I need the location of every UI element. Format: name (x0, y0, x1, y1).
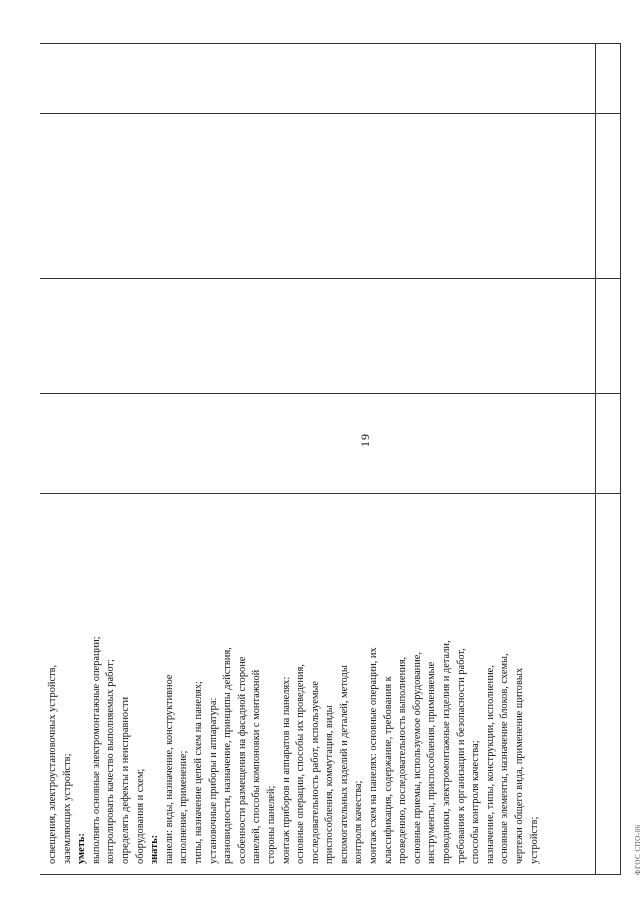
table-frame (40, 43, 621, 875)
column-divider (40, 393, 620, 394)
text-line: основные приемы, используемое оборудование, (411, 651, 423, 864)
text-line: приспособления, коммутация, виды (324, 705, 336, 864)
text-line: монтаж приборов и аппаратов на панелях: (280, 676, 292, 864)
text-line: панели: виды, назначение, конструктивное (163, 674, 175, 864)
text-line: требования к организации и безопасности работ, (455, 648, 467, 864)
competency-text-cell (46, 504, 542, 864)
text-line: установочные приборы и аппаратура: (207, 697, 219, 864)
text-line: освещения, электроустановочных устройств, (47, 664, 58, 864)
text-line: оборудования и схем; (134, 768, 146, 864)
text-line: стороны панелей; (265, 785, 277, 864)
column-divider (40, 493, 620, 494)
row-divider (595, 44, 596, 874)
footer-code: ФГОС СПО-06 (634, 824, 642, 875)
text-line: чертежи общего вида, применение щитовых (514, 667, 525, 864)
text-line: монтаж схем на панелях: основные операции, их (368, 647, 380, 864)
rotated-page (40, 15, 642, 875)
text-line: особенности размещения на фасадной стороне (236, 656, 248, 864)
text-line: назначение, типы, конструкции, исполнение, (484, 665, 496, 864)
text-line: определять дефекты и неисправности (119, 696, 131, 864)
text-line: уметь: (76, 833, 88, 864)
column-divider (40, 278, 620, 279)
text-line: панелей, способы компоновки с монтажной (251, 669, 263, 864)
text-line: основные операции, способы их проведения, (295, 664, 307, 864)
text-line: типы, назначение цепей схем на панелях; (192, 681, 204, 864)
text-line: способы контроля качества; (470, 740, 482, 864)
text-line: устройств; (528, 816, 540, 864)
text-line: контроля качества; (353, 780, 365, 864)
text-line: инструменты, приспособления, применяемые (426, 661, 438, 864)
text-line: классификация, содержание, требования к (382, 676, 394, 864)
text-line: знать: (149, 834, 161, 864)
text-line: исполнение, применение; (178, 750, 190, 864)
text-line: проводники, электромонтажные изделия и детали, (441, 640, 453, 864)
text-line: основные элементы, назначение блоков, схемы, (499, 653, 511, 864)
column-divider (40, 113, 620, 114)
page-number: 19 (358, 433, 372, 447)
text-line: проведению, последовательность выполнения, (397, 656, 409, 864)
text-line: заземляющих устройств; (61, 753, 73, 864)
text-line: выполнять основные электромонтажные операции; (90, 636, 102, 864)
text-line: контролировать качество выполняемых работ; (105, 659, 117, 864)
text-line: последовательность работ, используемые (309, 680, 321, 864)
text-line: вспомогательных изделий и деталей, методы (338, 665, 350, 864)
text-line: разновидности, назначение, принципы действия, (222, 647, 234, 864)
